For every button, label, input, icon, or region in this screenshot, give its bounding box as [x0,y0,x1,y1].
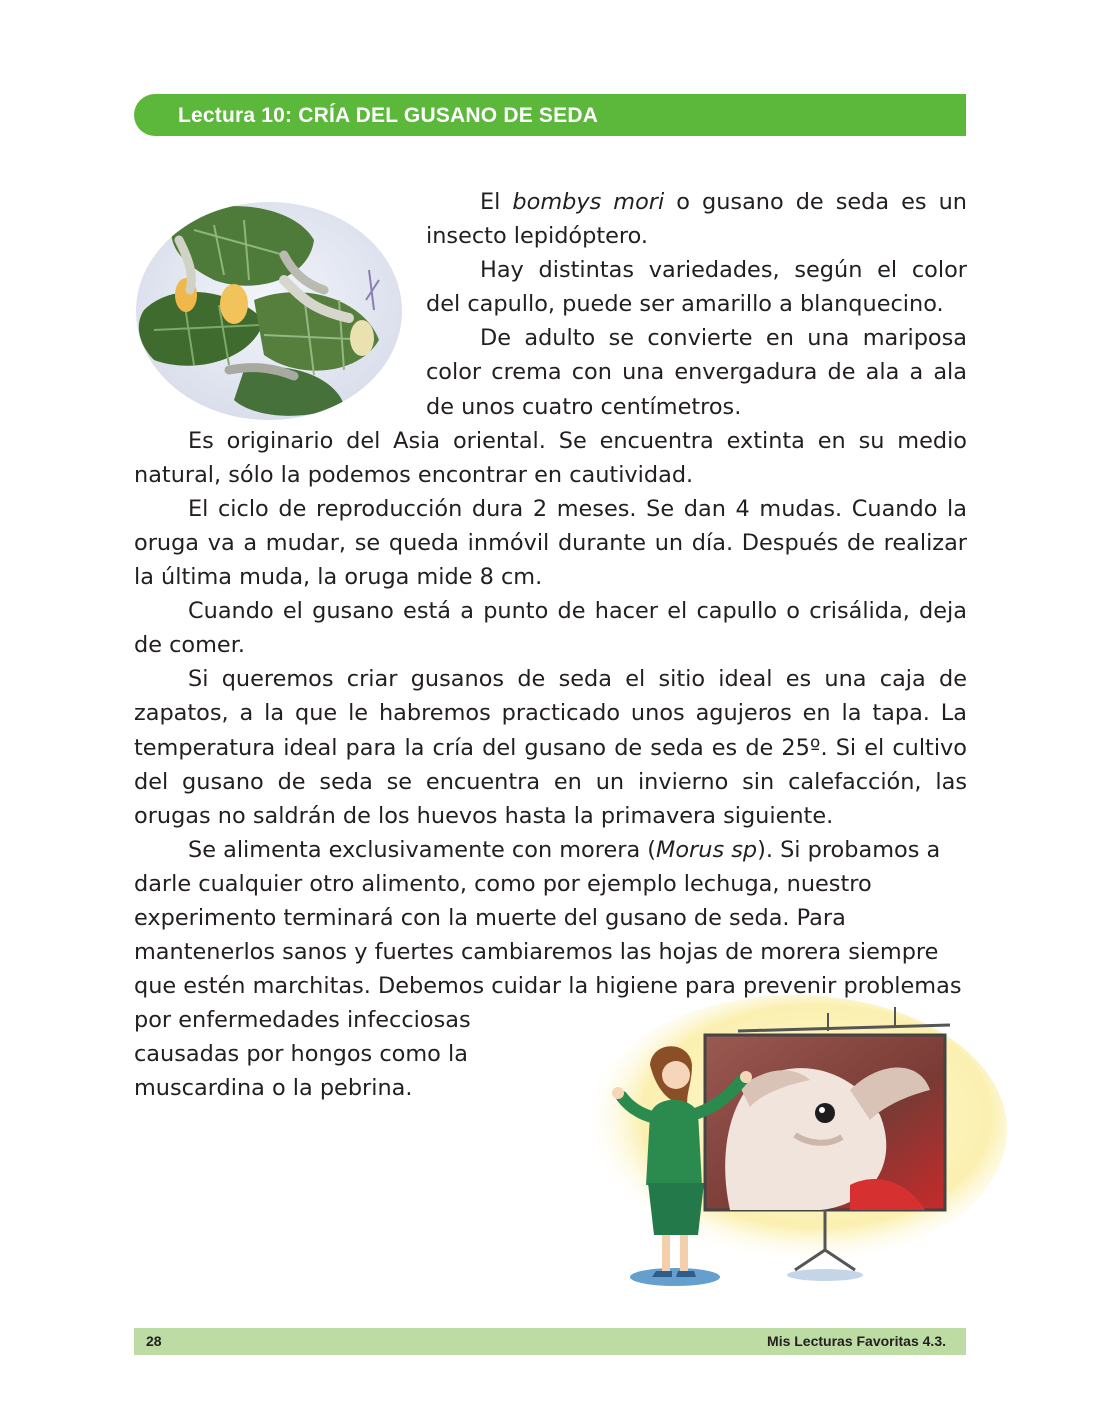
paragraph-1-text: El [480,189,513,215]
scientific-name-morus: Morus sp [656,836,758,863]
illustration-placeholder [538,1013,968,1323]
layout-spacer [967,185,968,1013]
paragraph-4: Es originario del Asia oriental. Se encuentra extinta en su medio natural, sólo la podemos encontrar en cautividad. [134,427,967,488]
reading-body [134,185,968,1323]
photo-placeholder [134,185,426,423]
page-number: 28 [146,1333,162,1349]
paragraph-7: Si queremos criar gusanos de seda el sitio ideal es una caja de zapatos, a la que le habremos practicado unos agujeros en la tapa. La temperatura ideal para la cría del gusano de seda es de 25º. Si el cultivo del gusano de seda se encuentra en un invierno sin calefacción, las orugas no saldrán de los huevos hasta la primavera siguiente. [134,666,967,829]
title-bar [134,94,966,136]
paragraph-5: El ciclo de reproducción dura 2 meses. Se dan 4 mudas. Cuando la oruga va a mudar, se queda inmóvil durante un día. Después de realizar la última muda, la oruga mide 8 cm. [134,495,967,591]
book-title: Mis Lecturas Favoritas 4.3. [767,1333,946,1349]
paragraph-2: Hay distintas variedades, según el color del capullo, puede ser amarillo a blanquecino. [426,257,967,318]
paragraph-8-text-end: ). Si probamos a darle cualquier otro alimento, como por ejemplo lechuga, nuestro experimento terminará con la muerte del gusano de seda. Para mantenerlos sanos y fuertes cambiaremos las hojas de morera siempre que estén marchitas. Debemos cuidar la higiene para prevenir problemas por enfermedades infecciosas causadas por hongos como la muscardina o la pebrina. [134,836,962,1102]
paragraph-6: Cuando el gusano está a punto de hacer el capullo o crisálida, deja de comer. [134,598,967,659]
paragraph-8-text: Se alimenta exclusivamente con morera ( [188,836,657,863]
page-title: Lectura 10: CRÍA DEL GUSANO DE SEDA [178,104,599,127]
footer-bar [134,1328,966,1355]
paragraph-1-text-end: o gusano de seda es un insecto lepidóptero. [426,189,967,250]
paragraph-3: De adulto se convierte en una mariposa color crema con una envergadura de ala a ala de unos cuatro centímetros. [426,325,967,420]
scientific-name: bombys mori [512,189,665,215]
